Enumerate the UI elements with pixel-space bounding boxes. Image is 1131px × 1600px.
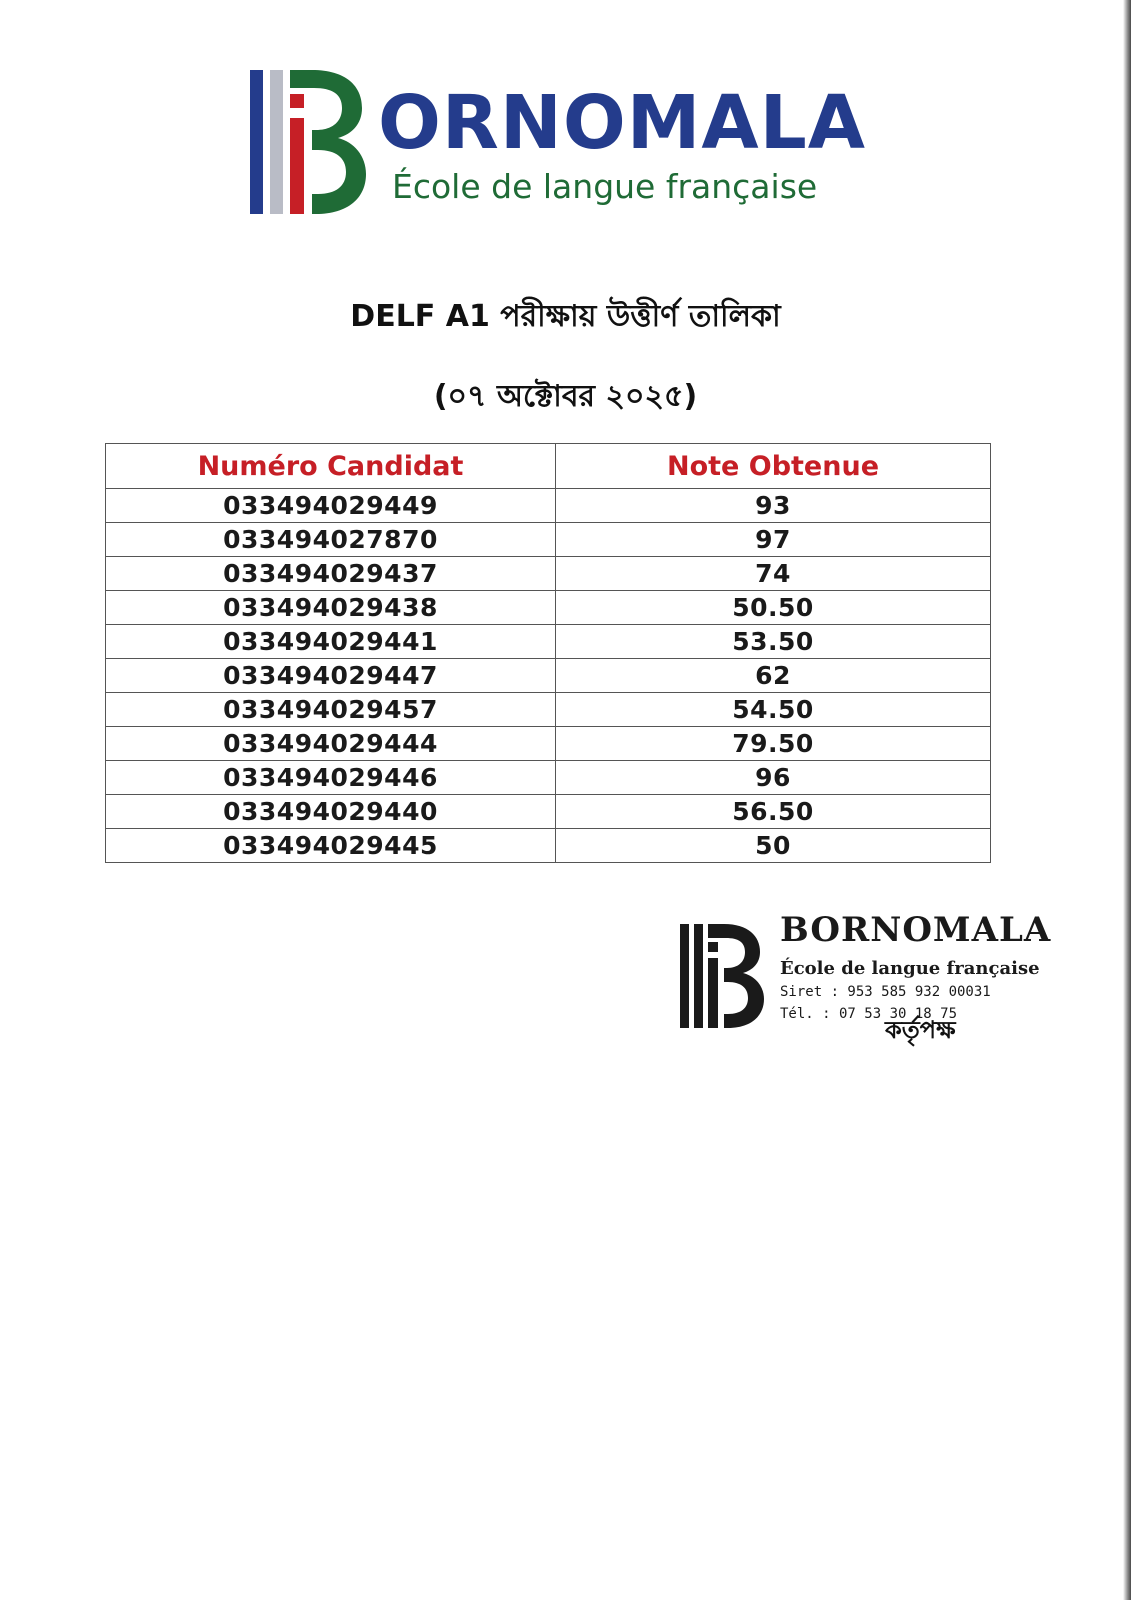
logo-name: ORNOMALA — [378, 80, 867, 166]
cell-numero: 033494029444 — [106, 727, 556, 761]
table-row — [106, 829, 991, 863]
stamp-tagline: École de langue française — [780, 958, 1040, 979]
table-row — [106, 761, 991, 795]
cell-numero: 033494029437 — [106, 557, 556, 591]
header-numero-candidat: Numéro Candidat — [106, 444, 556, 489]
cell-numero: 033494029445 — [106, 829, 556, 863]
scan-page-edge — [1123, 0, 1131, 1600]
cell-numero: 033494029441 — [106, 625, 556, 659]
header-logo — [250, 66, 870, 218]
table-row — [106, 693, 991, 727]
cell-numero: 033494029447 — [106, 659, 556, 693]
cell-note: 56.50 — [556, 795, 991, 829]
table-header-row — [106, 444, 991, 489]
table-row — [106, 591, 991, 625]
cell-numero: 033494029440 — [106, 795, 556, 829]
stamp-name: BORNOMALA — [780, 910, 1052, 950]
signature-authority: কর্তৃপক্ষ — [885, 1016, 956, 1044]
cell-numero: 033494029449 — [106, 489, 556, 523]
cell-note: 50 — [556, 829, 991, 863]
table-row — [106, 727, 991, 761]
stamp-tel: Tél. : 07 53 30 18 75 — [780, 1006, 958, 1022]
table-row — [106, 795, 991, 829]
table-row — [106, 489, 991, 523]
table-row — [106, 659, 991, 693]
cell-note: 96 — [556, 761, 991, 795]
table-row — [106, 557, 991, 591]
stamp-siret: Siret : 953 585 932 00031 — [780, 984, 991, 1000]
table-row — [106, 625, 991, 659]
cell-numero: 033494027870 — [106, 523, 556, 557]
cell-note: 97 — [556, 523, 991, 557]
official-stamp — [680, 910, 1052, 1050]
bornomala-logo-icon — [250, 66, 368, 218]
cell-note: 79.50 — [556, 727, 991, 761]
header-note-obtenue: Note Obtenue — [556, 444, 991, 489]
cell-note: 93 — [556, 489, 991, 523]
logo-tagline: École de langue française — [392, 167, 818, 206]
results-table — [105, 443, 991, 863]
cell-note: 62 — [556, 659, 991, 693]
cell-numero: 033494029457 — [106, 693, 556, 727]
cell-note: 74 — [556, 557, 991, 591]
cell-note: 53.50 — [556, 625, 991, 659]
bornomala-stamp-logo-icon — [680, 922, 764, 1030]
table-row — [106, 523, 991, 557]
cell-numero: 033494029438 — [106, 591, 556, 625]
exam-date: (০৭ অক্টোবর ২০২৫) — [433, 379, 698, 414]
cell-numero: 033494029446 — [106, 761, 556, 795]
page-title: DELF A1 পরীক্ষায় উত্তীর্ণ তালিকা — [350, 299, 781, 334]
cell-note: 50.50 — [556, 591, 991, 625]
cell-note: 54.50 — [556, 693, 991, 727]
